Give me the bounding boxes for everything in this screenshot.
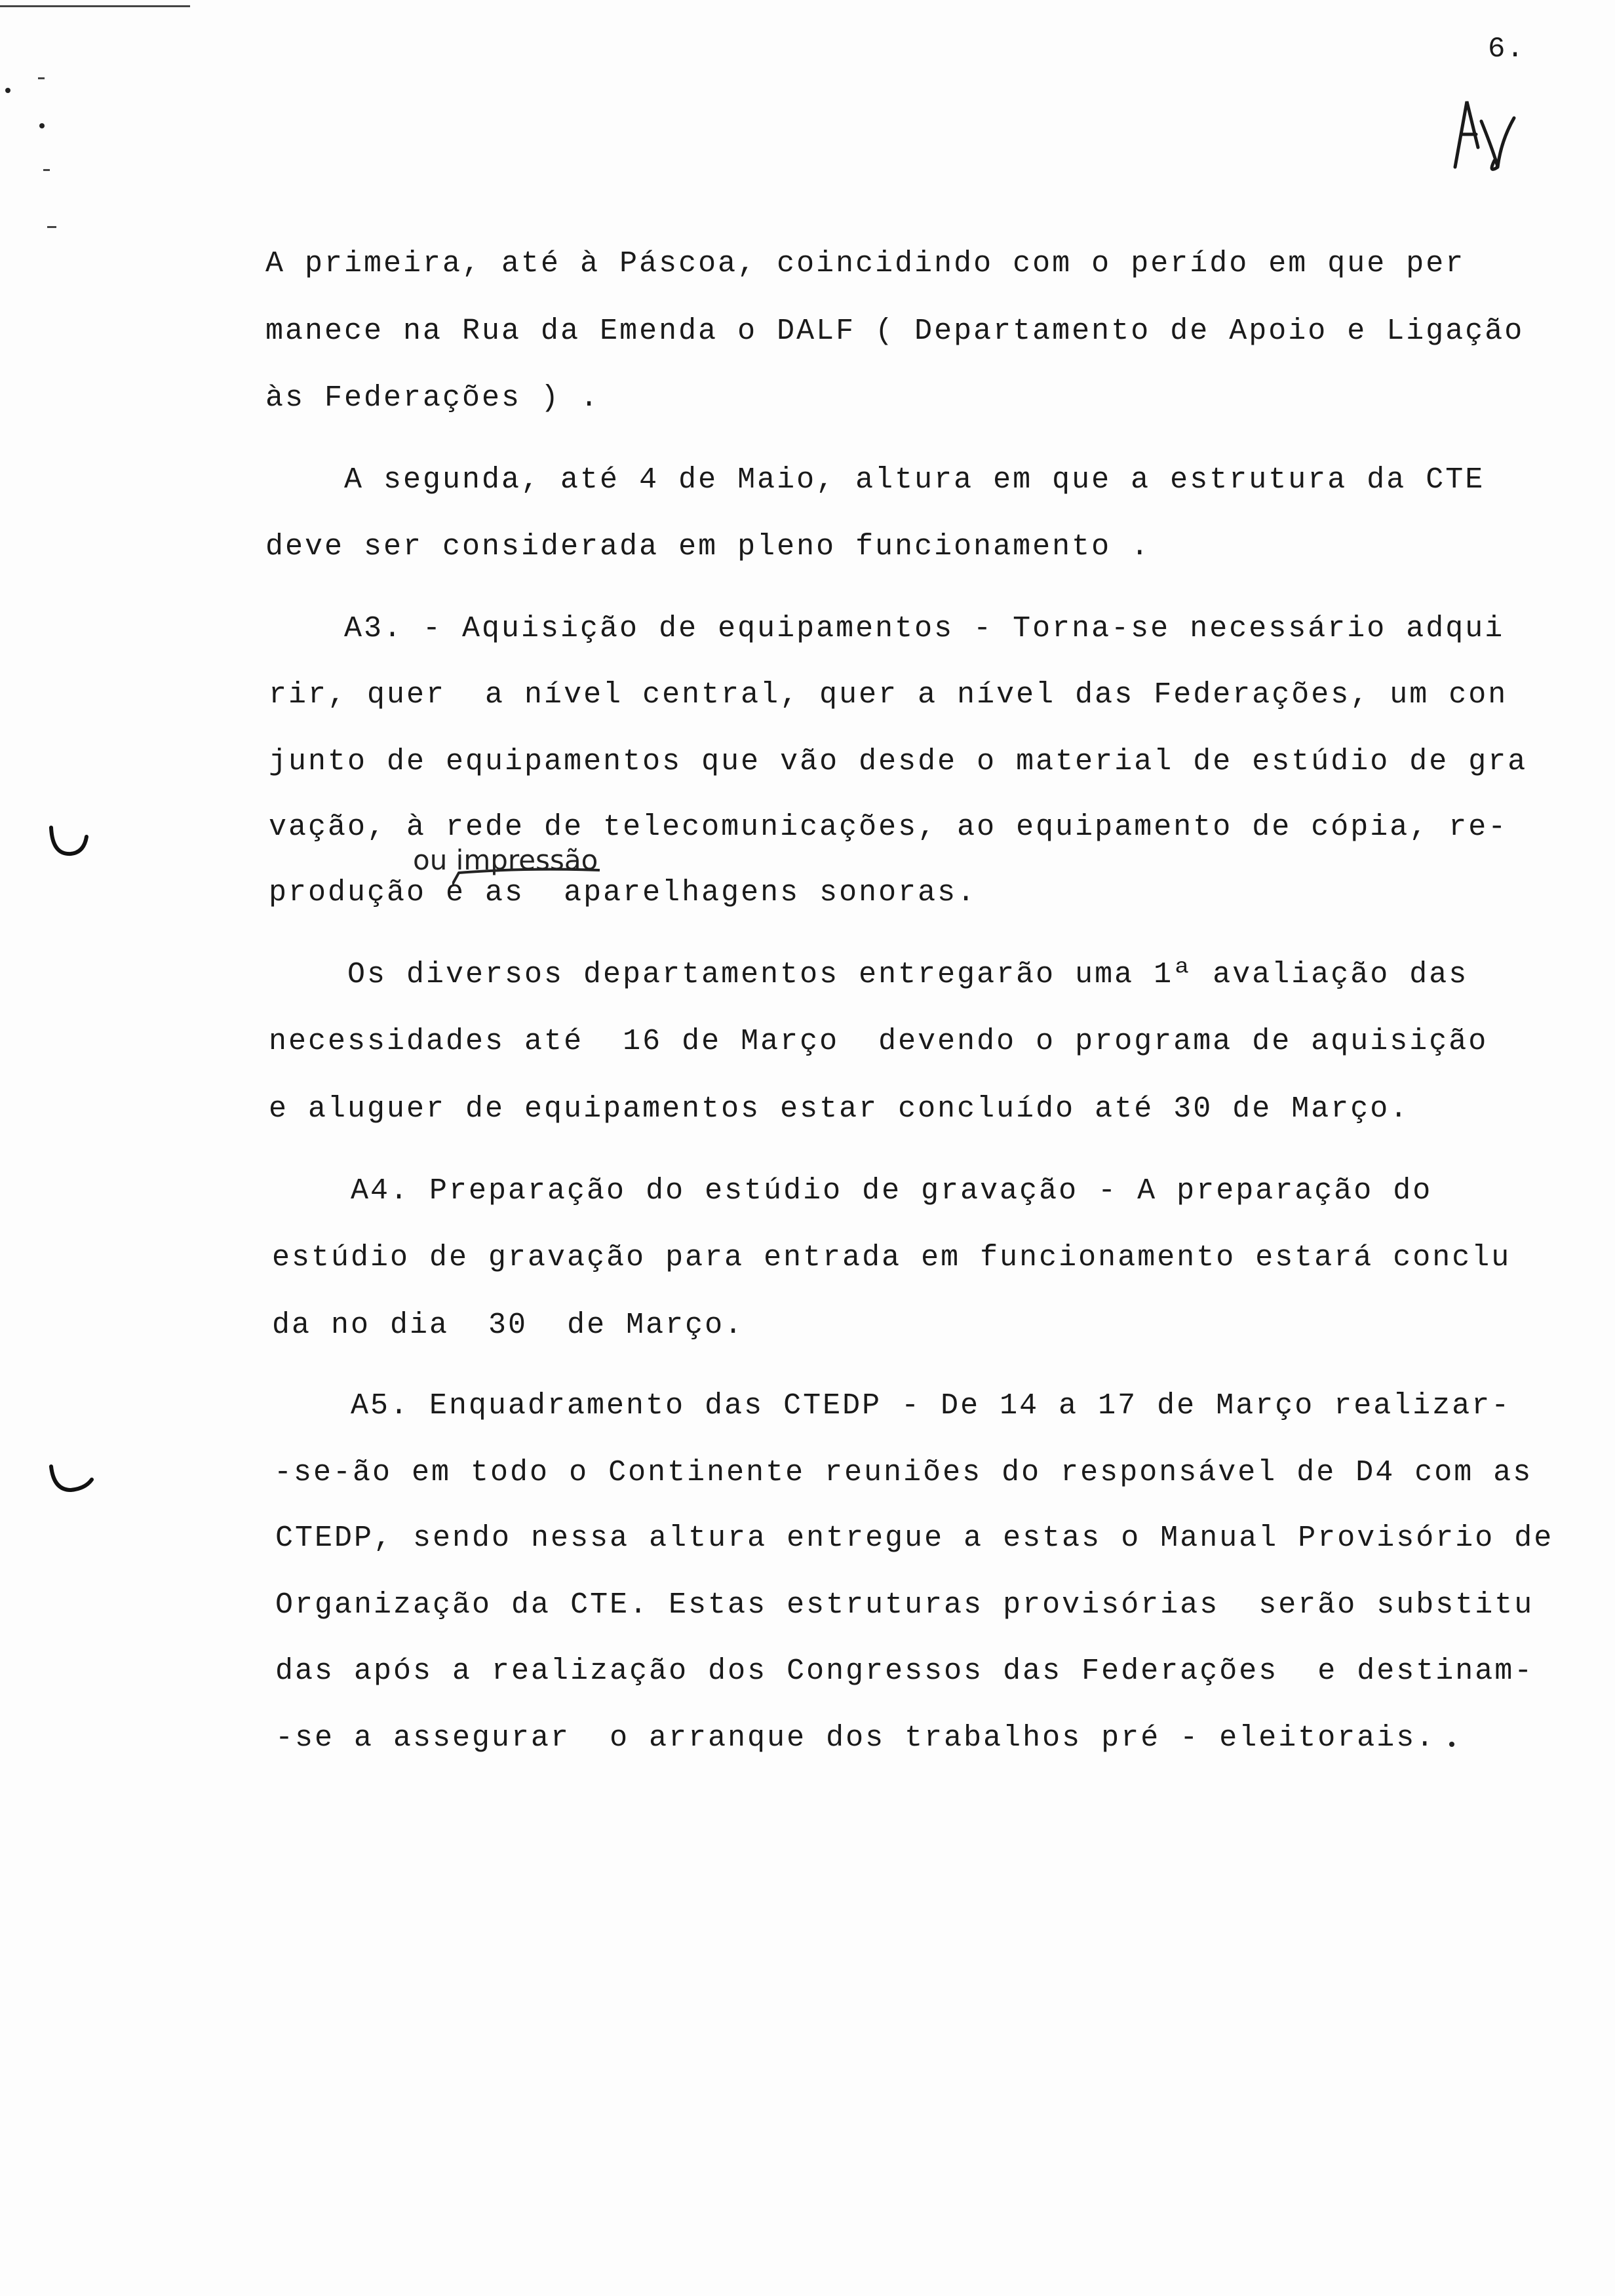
text-line: manece na Rua da Emenda o DALF ( Departamento de Apoio e Ligação xyxy=(265,315,1525,348)
text-line: necessidades até 16 de Março devendo o programa de aquisição xyxy=(269,1025,1489,1058)
text-line: produção e as aparelhagens sonoras. xyxy=(269,876,977,909)
text-line: e aluguer de equipamentos estar concluído até 30 de Março. xyxy=(269,1092,1410,1126)
text-line: junto de equipamentos que vão desde o material de estúdio de gra xyxy=(269,745,1528,778)
margin-specks xyxy=(0,66,66,249)
text-line: A segunda, até 4 de Maio, altura em que a estrutura da CTE xyxy=(344,463,1485,497)
binder-hole-mark xyxy=(46,1461,98,1501)
text-line: Organização da CTE. Estas estruturas provisórias serão substitu xyxy=(275,1588,1534,1622)
text-line: A5. Enquadramento das CTEDP - De 14 a 17 de Março realizar- xyxy=(351,1389,1511,1423)
text-line: CTEDP, sendo nessa altura entregue a estas o Manual Provisório de xyxy=(275,1521,1554,1555)
text-line: rir, quer a nível central, quer a nível das Federações, um con xyxy=(269,678,1508,712)
handwritten-initials xyxy=(1449,95,1521,174)
text-line: Os diversos departamentos entregarão uma 1ª avaliação das xyxy=(347,958,1469,991)
text-line: vação, à rede de telecomunicações, ao equipamento de cópia, re- xyxy=(269,811,1508,844)
text-line: A4. Preparação do estúdio de gravação - A preparação do xyxy=(351,1174,1433,1208)
scan-edge-line xyxy=(0,5,190,7)
text-line: às Federações ) . xyxy=(265,381,600,415)
text-line: -se a assegurar o arranque dos trabalhos pré - eleitorais. xyxy=(275,1721,1436,1755)
binder-hole-mark xyxy=(46,822,92,862)
handwritten-insertion: ou impressão xyxy=(413,844,598,876)
page-number: 6. xyxy=(1488,33,1525,66)
dot-speck xyxy=(1445,1738,1458,1751)
text-line: A3. - Aquisição de equipamentos - Torna-se necessário adqui xyxy=(344,612,1505,645)
text-line: das após a realização dos Congressos das Federações e destinam- xyxy=(275,1655,1534,1688)
text-line: da no dia 30 de Março. xyxy=(272,1309,745,1342)
text-line: deve ser considerada em pleno funcionamento . xyxy=(265,530,1151,564)
text-line: -se-ão em todo o Continente reuniões do responsável de D4 com as xyxy=(274,1456,1533,1489)
text-line: A primeira, até à Páscoa, coincidindo com o perído em que per xyxy=(265,247,1466,280)
text-line: estúdio de gravação para entrada em funcionamento estará conclu xyxy=(272,1241,1511,1274)
